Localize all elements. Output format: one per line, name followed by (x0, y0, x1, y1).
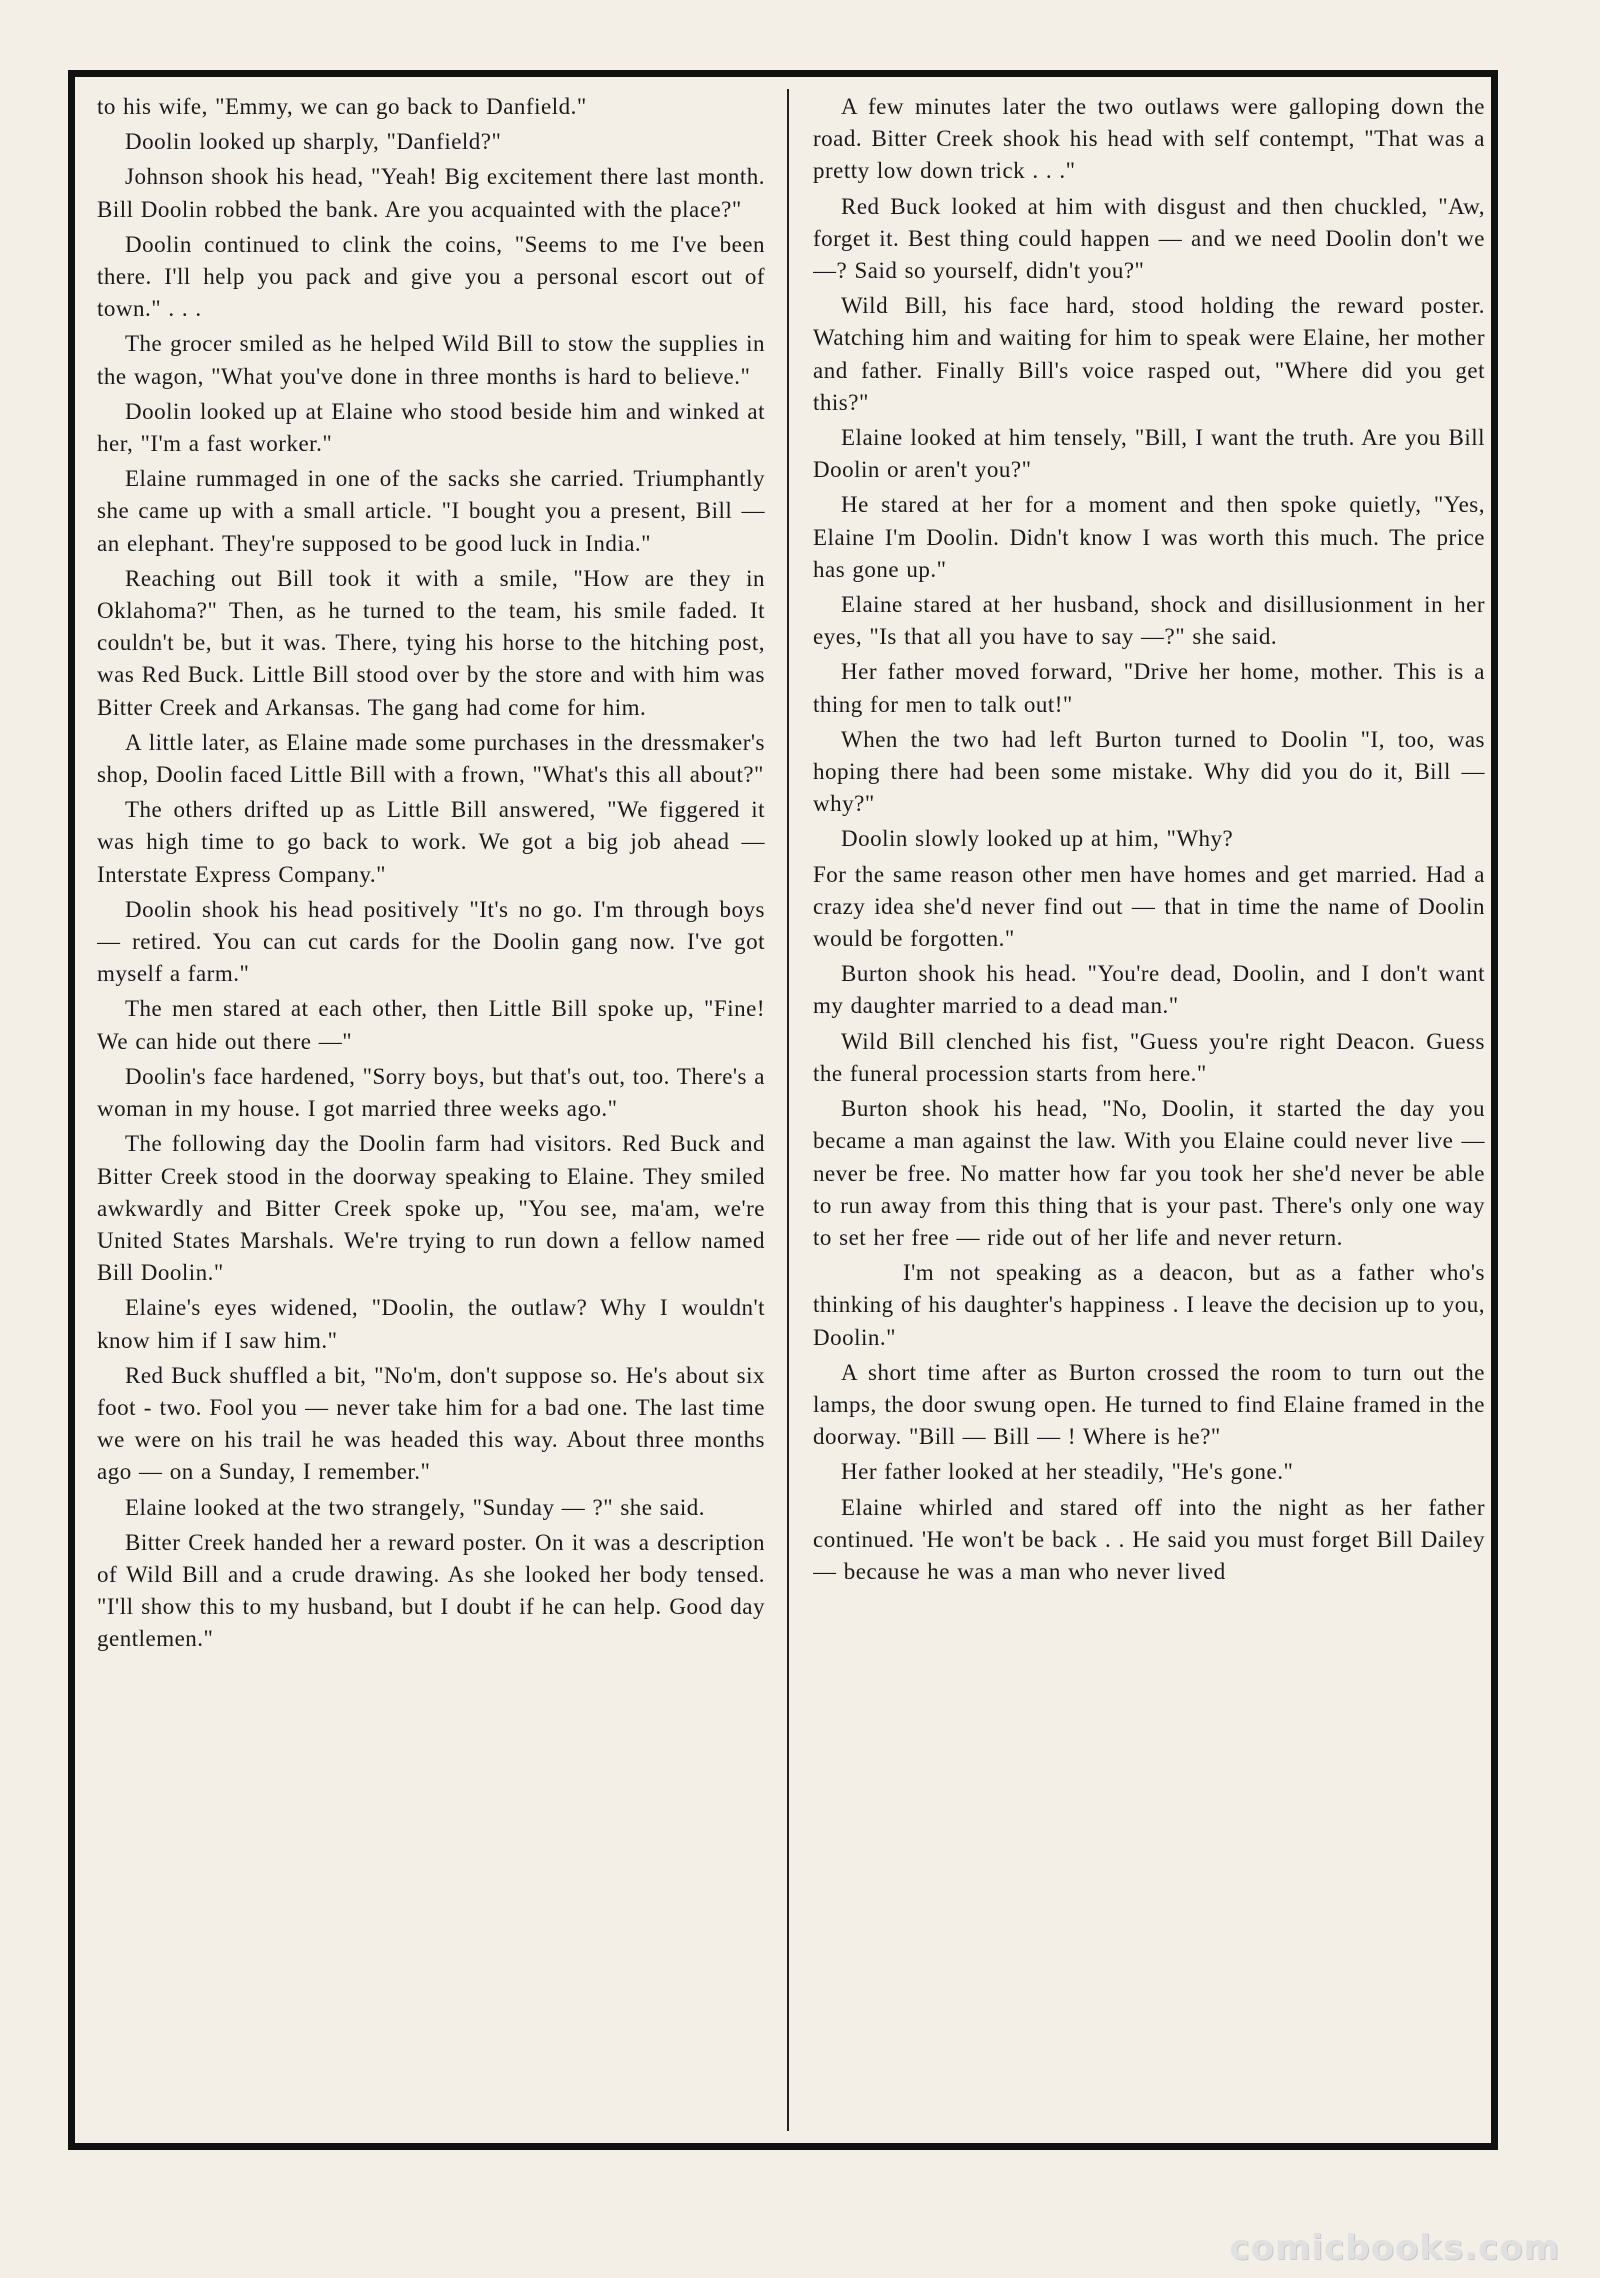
paragraph: Burton shook his head. "You're dead, Doolin, and I don't want my daughter married to a dead man." (813, 961, 1485, 1019)
paragraph: Elaine whirled and stared off into the night as her father continued. 'He won't be back . . He said you must forget Bill Dailey — because he was a man who never lived (813, 1494, 1485, 1584)
watermark: comicbooks.com (1229, 2228, 1560, 2268)
paragraph: The grocer smiled as he helped Wild Bill to stow the supplies in the wagon, "What you've done in three months is hard to believe." (97, 331, 765, 389)
paragraph: Elaine's eyes widened, "Doolin, the outlaw? Why I wouldn't know him if I saw him." (97, 1295, 765, 1353)
paragraph: I'm not speaking as a deacon, but as a father who's thinking of his daughter's happiness . I leave the decision up to you, Doolin." (813, 1260, 1485, 1350)
paragraph: Doolin continued to clink the coins, "Seems to me I've been there. I'll help you pack and give you a personal escort out of town." . . . (97, 231, 765, 322)
paragraph: When the two had left Burton turned to Doolin "I, too, was hoping there had been some mistake. Why did you do it, Bill — why?" (813, 726, 1485, 817)
paragraph: Wild Bill, his face hard, stood holding the reward poster. Watching him and waiting for him to speak were Elaine, her mother and father. Finally Bill's voice rasped out, "Where did you get this?" (813, 293, 1485, 415)
paragraph: Burton shook his head, "No, Doolin, it started the day you became a man against the law. With you Elaine could never live — never be free. No matter how far you took her she'd never be able to run away from this thing that is your past. There's only one way to set her free — ride out of her life and never return. (813, 1096, 1485, 1250)
paragraph: to his wife, "Emmy, we can go back to Danfield." (97, 94, 587, 119)
paragraph: Red Buck shuffled a bit, "No'm, don't suppose so. He's about six foot - two. Fool you — never take him for a bad one. The last time we were on his trail he was headed this way. About three months ago — on a Sunday, I remember." (97, 1362, 765, 1485)
paragraph: Doolin's face hardened, "Sorry boys, but that's out, too. There's a woman in my house. I got married three weeks ago." (97, 1063, 765, 1122)
paragraph: Red Buck looked at him with disgust and then chuckled, "Aw, forget it. Best thing could happen — and we need Doolin don't we —? Said so yourself, didn't you?" (813, 193, 1485, 284)
column-divider (787, 89, 789, 2131)
paragraph: For the same reason other men have homes and get married. Had a crazy idea she'd never find out — that in time the name of Doolin would be forgotten." (813, 861, 1485, 952)
paragraph: Doolin slowly looked up at him, "Why? (841, 826, 1234, 852)
paragraph: Her father looked at her steadily, "He's gone." (841, 1459, 1294, 1485)
paragraph: The following day the Doolin farm had visitors. Red Buck and Bitter Creek stood in the doorway speaking to Elaine. They smiled awkwardly and Bitter Creek spoke up, "You see, ma'am, we're United States Marshals. We're trying to run down a fellow named Bill Doolin." (97, 1131, 765, 1286)
paragraph: A little later, as Elaine made some purchases in the dressmaker's shop, Doolin faced Little Bill with a frown, "What's this all about?" (97, 729, 765, 788)
paragraph: Doolin looked up sharply, "Danfield?" (125, 129, 502, 155)
paragraph: Elaine looked at him tensely, "Bill, I want the truth. Are you Bill Doolin or aren't you?" (813, 425, 1485, 483)
paragraph: He stared at her for a moment and then spoke quietly, "Yes, Elaine I'm Doolin. Didn't know I was worth this much. The price has gone up." (813, 492, 1485, 582)
paragraph: The others drifted up as Little Bill answered, "We figgered it was high time to go back to work. We got a big job ahead — Interstate Express Company." (97, 797, 765, 887)
page-frame (68, 70, 1498, 2150)
left-text-column (97, 91, 765, 2131)
paragraph: Doolin shook his head positively "It's no go. I'm through boys — retired. You can cut cards for the Doolin gang now. I've got myself a farm." (97, 896, 765, 987)
paragraph: Johnson shook his head, "Yeah! Big excitement there last month. Bill Doolin robbed the bank. Are you acquainted with the place?" (97, 164, 765, 222)
paragraph: Her father moved forward, "Drive her home, mother. This is a thing for men to talk out!" (813, 659, 1485, 717)
paragraph: A few minutes later the two outlaws were galloping down the road. Bitter Creek shook his head with self contempt, "That was a pretty low down trick . . ." (813, 94, 1485, 184)
paragraph: A short time after as Burton crossed the room to turn out the lamps, the door swung open. He turned to find Elaine framed in the doorway. "Bill — Bill — ! Where is he?" (813, 1359, 1485, 1450)
paragraph: Reaching out Bill took it with a smile, "How are they in Oklahoma?" Then, as he turned to the team, his smile faded. It couldn't be, but it was. There, tying his horse to the hitching post, was Red Buck. Little Bill stood over by the store and with him was Bitter Creek and Arkansas. The gang had come for him. (97, 565, 765, 720)
paragraph: Wild Bill clenched his fist, "Guess you're right Deacon. Guess the funeral procession starts from here." (813, 1028, 1485, 1086)
paragraph: The men stared at each other, then Little Bill spoke up, "Fine! We can hide out there —" (97, 996, 765, 1054)
right-text-column (813, 91, 1485, 2131)
paragraph: Elaine rummaged in one of the sacks she carried. Triumphantly she came up with a small article. "I bought you a present, Bill — an elephant. They're supposed to be good luck in India." (97, 466, 765, 556)
paragraph: Elaine stared at her husband, shock and disillusionment in her eyes, "Is that all you have to say —?" she said. (813, 592, 1485, 650)
paragraph: Elaine looked at the two strangely, "Sunday — ?" she said. (125, 1494, 706, 1520)
paragraph: Doolin looked up at Elaine who stood beside him and winked at her, "I'm a fast worker." (97, 398, 765, 457)
paragraph: Bitter Creek handed her a reward poster. On it was a description of Wild Bill and a crude drawing. As she looked her body tensed. "I'll show this to my husband, but I doubt if he can help. Good day gentlemen." (97, 1529, 765, 1652)
